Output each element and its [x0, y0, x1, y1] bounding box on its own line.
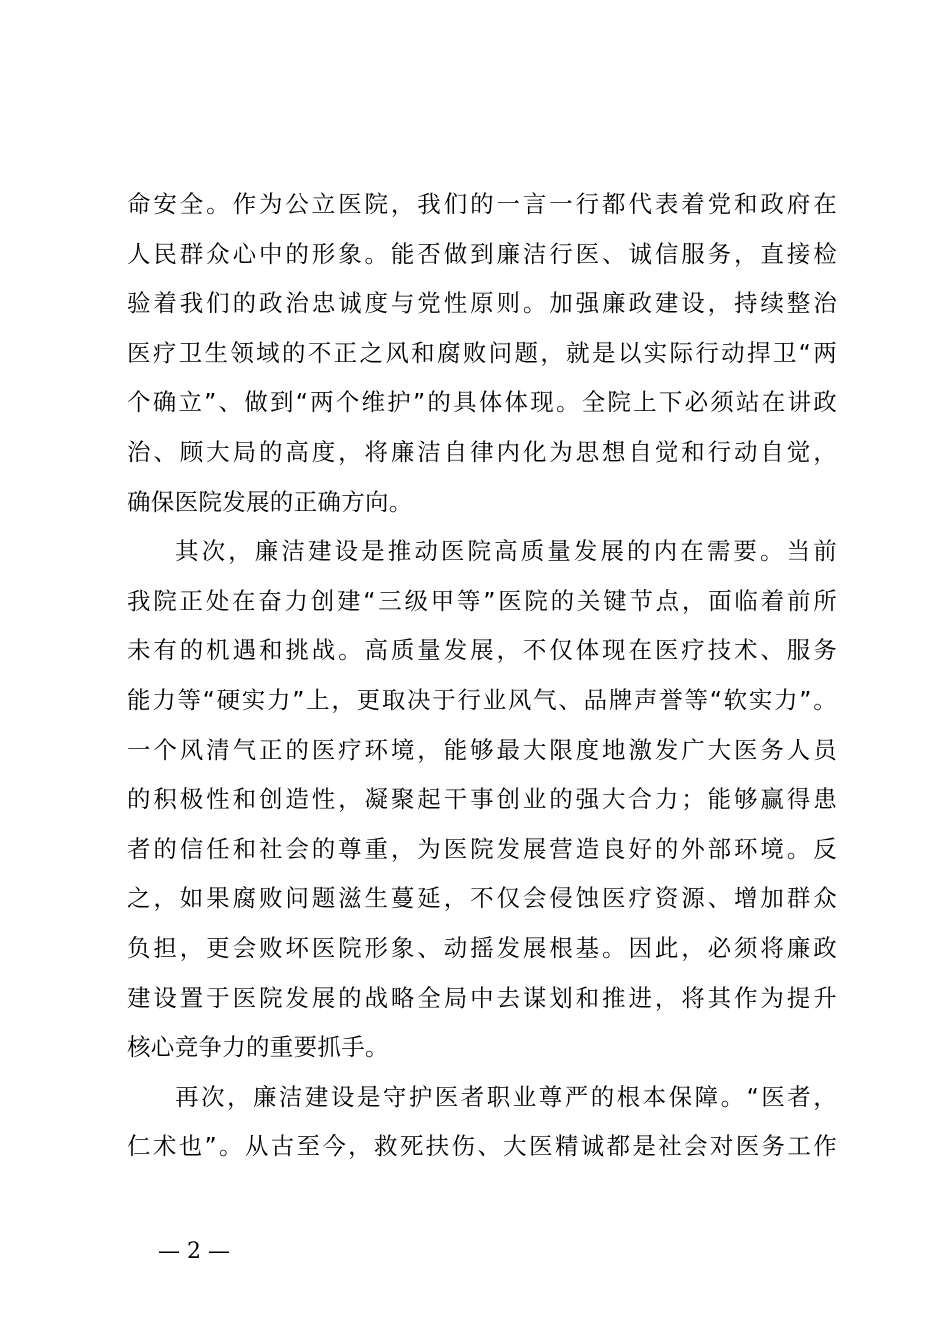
paragraph-start-line: 其次，廉洁建设是推动医院高质量发展的内在需要。当前	[175, 537, 837, 566]
text-line: 验着我们的政治忠诚度与党性原则。加强廉政建设，持续整治	[127, 289, 837, 318]
text-line: 治、顾大局的高度，将廉洁自律内化为思想自觉和行动自觉，	[127, 437, 837, 466]
text-line: 人民群众心中的形象。能否做到廉洁行医、诚信服务，直接检	[127, 239, 837, 268]
text-line: 确保医院发展的正确方向。	[127, 487, 413, 516]
text-line: 能力等“硬实力”上，更取决于行业风气、品牌声誉等“软实力”。	[127, 685, 837, 714]
body-text	[127, 180, 837, 1172]
text-line: 之，如果腐败问题滋生蔓延，不仅会侵蚀医疗资源、增加群众	[127, 884, 837, 913]
text-line: 医疗卫生领域的不正之风和腐败问题，就是以实际行动捍卫“两	[127, 338, 837, 367]
text-line: 的积极性和创造性，凝聚起干事创业的强大合力；能够赢得患	[127, 785, 837, 814]
text-line: 一个风清气正的医疗环境，能够最大限度地激发广大医务人员	[127, 735, 837, 764]
text-line: 我院正处在奋力创建“三级甲等”医院的关键节点，面临着前所	[127, 586, 837, 615]
text-line: 建设置于医院发展的战略全局中去谋划和推进，将其作为提升	[127, 983, 837, 1012]
text-line: 命安全。作为公立医院，我们的一言一行都代表着党和政府在	[127, 190, 837, 218]
text-line: 负担，更会败坏医院形象、动摇发展根基。因此，必须将廉政	[127, 933, 837, 962]
page-number: — 2 —	[158, 1239, 230, 1264]
text-line: 个确立”、做到“两个维护”的具体体现。全院上下必须站在讲政	[127, 388, 837, 417]
text-line: 者的信任和社会的尊重，为医院发展营造良好的外部环境。反	[127, 834, 837, 863]
text-line: 仁术也”。从古至今，救死扶伤、大医精诚都是社会对医务工作	[127, 1132, 837, 1161]
text-line: 核心竞争力的重要抓手。	[127, 1033, 389, 1062]
text-line: 未有的机遇和挑战。高质量发展，不仅体现在医疗技术、服务	[127, 636, 837, 665]
paragraph-start-line: 再次，廉洁建设是守护医者职业尊严的根本保障。“医者，	[175, 1082, 837, 1111]
